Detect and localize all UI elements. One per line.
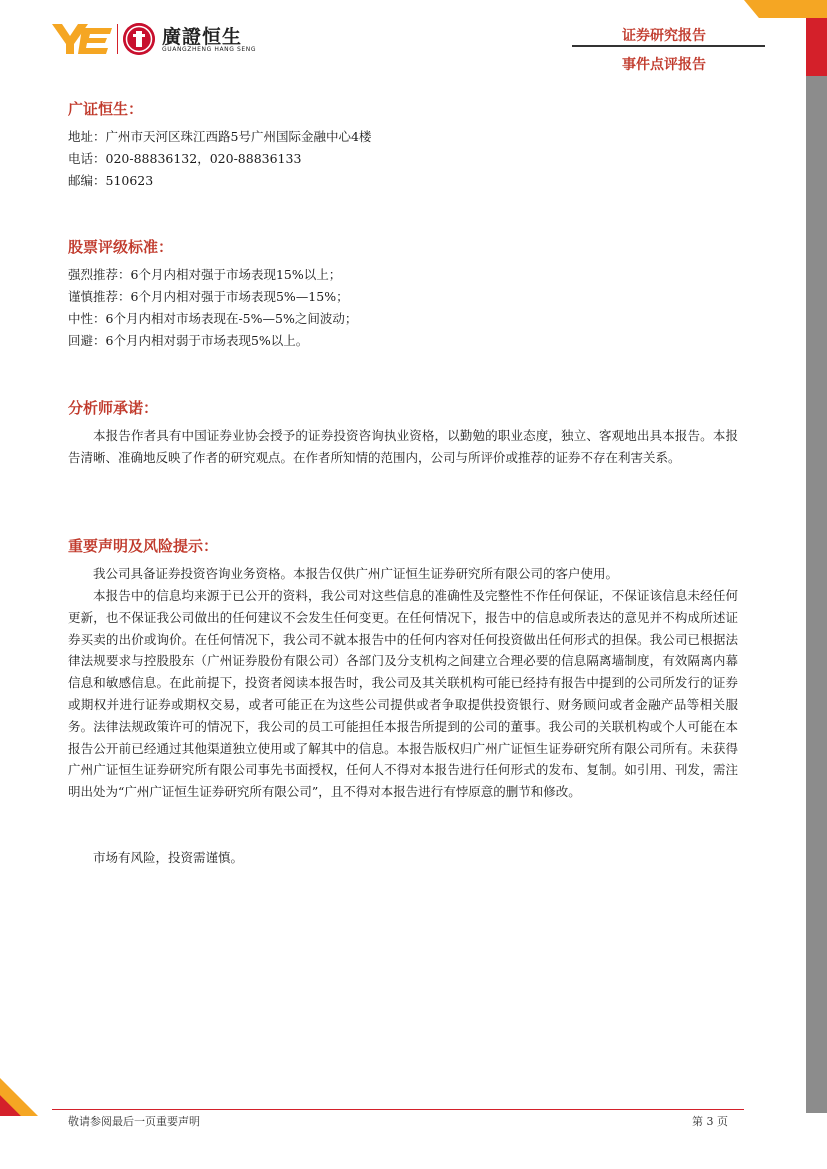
rating-title: 股票评级标准： xyxy=(68,238,174,256)
footer-note: 敬请参阅最后一页重要声明 xyxy=(68,1115,200,1128)
edge-bar-red xyxy=(806,18,827,76)
logo-divider xyxy=(117,24,118,54)
contact-postcode: 邮编：510623 xyxy=(68,173,154,188)
rating-item: 回避：6个月内相对弱于市场表现5%以上。 xyxy=(68,333,309,348)
company-name-en: GUANGZHENG HANG SENG xyxy=(162,46,257,53)
seal-logo-icon xyxy=(123,23,155,55)
footer-rule xyxy=(52,1109,744,1110)
header-rule xyxy=(572,45,765,47)
page-number: 第 3 页 xyxy=(692,1115,728,1128)
contact-phone: 电话：020-88836132，020-88836133 xyxy=(68,151,302,166)
rating-item: 强烈推荐：6个月内相对强于市场表现15%以上； xyxy=(68,267,342,282)
analyst-statement: 本报告作者具有中国证券业协会授予的证券投资咨询执业资格，以勤勉的职业态度，独立、客观地出具本报告。本报告清晰、准确地反映了作者的研究观点。在作者所知情的范围内，公司与所评价或推荐的证券不存在利害关系。 xyxy=(68,428,738,465)
company-name-cn: 廣證恒生 xyxy=(162,26,243,48)
corner-decoration xyxy=(744,0,827,18)
disclaimer-paragraph-2: 本报告中的信息均来源于已公开的资料，我公司对这些信息的准确性及完整性不作任何保证，不保证该信息未经任何更新，也不保证我公司做出的任何建议不会发生任何变更。在任何情况下，报告中的信息或所表达的意见并不构成所述证券买卖的出价或询价。在任何情况下，我公司不就本报告中的任何内容对任何投资做出任何形式的担保。我公司已根据法律法规要求与控股股东（广州证券股份有限公司）各部门及分支机构之间建立合理必要的信息隔离墙制度，有效隔离内幕信息和敏感信息。在此前提下，投资者阅读本报告时，我公司及其关联机构可能已经持有报告中提到的公司所发行的证券或期权并进行证券或期权交易，或者可能正在为这些公司提供或者争取提供投资银行、财务顾问或者金融产品等相关服务。法律法规政策许可的情况下，我公司的员工可能担任本报告所提到的公司的董事。我公司的关联机构或个人可能在本报告公开前已经通过其他渠道独立使用或了解其中的信息。本报告版权归广州广证恒生证券研究所有限公司所有。未获得广州广证恒生证券研究所有限公司事先书面授权，任何人不得对本报告进行任何形式的发布、复制。如引用、刊发，需注明出处为“广州广证恒生证券研究所有限公司”，且不得对本报告进行有悖原意的删节和修改。 xyxy=(68,588,738,800)
contact-address: 地址：广州市天河区珠江西路5号广州国际金融中心4楼 xyxy=(68,129,372,144)
rating-item: 谨慎推荐：6个月内相对强于市场表现5%—15%； xyxy=(68,289,349,304)
disclaimer-paragraph-3: 市场有风险，投资需谨慎。 xyxy=(93,850,244,865)
ye-logo-icon xyxy=(52,24,112,54)
contact-title: 广证恒生： xyxy=(68,100,144,118)
report-type: 证券研究报告 xyxy=(622,28,706,44)
disclaimer-title: 重要声明及风险提示： xyxy=(68,537,219,555)
report-subtype: 事件点评报告 xyxy=(622,57,706,73)
analyst-title: 分析师承诺： xyxy=(68,399,159,417)
rating-item: 中性：6个月内相对市场表现在-5%—5%之间波动； xyxy=(68,311,358,326)
edge-bar-gray xyxy=(806,76,827,1113)
disclaimer-paragraph-1: 我公司具备证券投资咨询业务资格。本报告仅供广州广证恒生证券研究所有限公司的客户使用。 xyxy=(93,566,619,581)
